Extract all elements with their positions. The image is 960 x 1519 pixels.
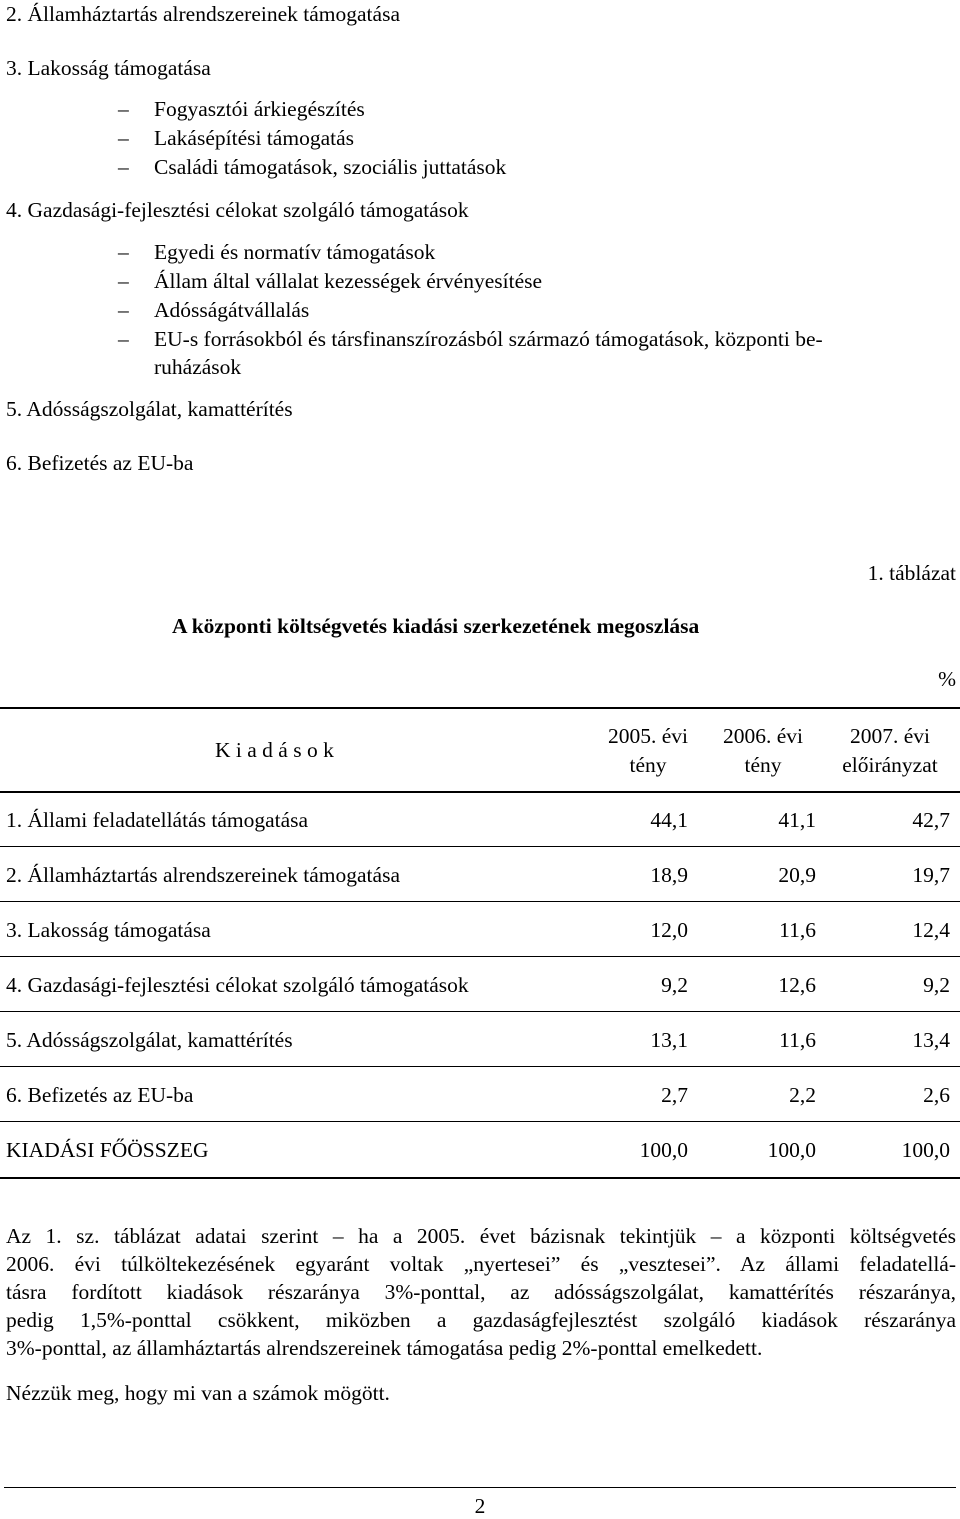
sub-item-label: Fogyasztói árkiegészítés <box>154 97 365 121</box>
column-header-line2: tény <box>744 753 782 777</box>
row-divider <box>0 1011 960 1012</box>
cell-2007: 2,6 <box>923 1083 950 1107</box>
paragraph-line: pedig 1,5%-ponttal csökkent, miközben a gazdaságfejlesztést szolgáló kiadások részaránya <box>6 1308 956 1332</box>
cell-2007: 13,4 <box>912 1028 950 1052</box>
list-item-4: 4. Gazdasági-fejlesztési célokat szolgáló támogatások <box>6 198 469 222</box>
column-header-2007 <box>815 722 960 780</box>
list-item-3: 3. Lakosság támogatása <box>6 56 211 80</box>
row-label: 6. Befizetés az EU-ba <box>6 1083 194 1107</box>
cell-2006: 100,0 <box>767 1138 816 1162</box>
column-header-line1: 2005. évi <box>607 724 689 748</box>
dash-marker: – <box>118 126 129 150</box>
column-header-line1: 2006. évi <box>722 724 804 748</box>
dash-marker: – <box>118 327 129 351</box>
table-rule-header <box>0 791 960 793</box>
table-title: A központi költségvetés kiadási szerkezetének megoszlása <box>172 614 700 638</box>
sub-item <box>118 298 310 323</box>
row-divider <box>0 1121 960 1122</box>
paragraph-line: Az 1. sz. táblázat adatai szerint – ha a 2005. évet bázisnak tekintjük – a központi költségvetés <box>6 1224 956 1248</box>
cell-2005: 13,1 <box>650 1028 688 1052</box>
cell-2005: 12,0 <box>650 918 688 942</box>
list-item-5: 5. Adósságszolgálat, kamattérítés <box>6 397 293 421</box>
sub-item-label: Állam által vállalat kezességek érvényesítése <box>154 269 543 293</box>
sub-item <box>118 269 543 294</box>
sub-item-label: Családi támogatások, szociális juttatások <box>154 155 507 179</box>
row-label: 2. Államháztartás alrendszereinek támogatása <box>6 863 400 887</box>
cell-2006: 11,6 <box>779 1028 816 1052</box>
cell-2005: 44,1 <box>650 808 688 832</box>
column-header-label: K i a d á s o k <box>215 738 334 762</box>
cell-2006: 41,1 <box>778 808 816 832</box>
cell-2007: 9,2 <box>923 973 950 997</box>
row-divider <box>0 956 960 957</box>
table-rule-bottom <box>0 1177 960 1179</box>
sub-item <box>118 97 365 122</box>
sub-item <box>118 126 354 151</box>
row-label: 3. Lakosság támogatása <box>6 918 211 942</box>
footer-rule <box>4 1487 956 1488</box>
dash-marker: – <box>118 240 129 264</box>
dash-marker: – <box>118 298 129 322</box>
cell-2006: 20,9 <box>778 863 816 887</box>
cell-2006: 11,6 <box>779 918 816 942</box>
cell-2007: 19,7 <box>912 863 950 887</box>
cell-2007: 42,7 <box>912 808 950 832</box>
sub-item-label: Adósságátvállalás <box>154 298 310 322</box>
body-paragraph <box>6 1222 956 1362</box>
body-paragraph: Nézzük meg, hogy mi van a számok mögött. <box>6 1381 390 1405</box>
page-number: 2 <box>474 1494 486 1518</box>
unit-label: % <box>938 667 956 691</box>
sub-item-continuation: ruházások <box>154 355 242 379</box>
column-header-line2: tény <box>629 753 667 777</box>
list-item-6: 6. Befizetés az EU-ba <box>6 451 194 475</box>
cell-2005: 9,2 <box>661 973 688 997</box>
cell-2006: 12,6 <box>778 973 816 997</box>
paragraph-line: tásra fordított kiadások részaránya 3%-ponttal, az adósságszolgálat, kamattérítés részaránya, <box>6 1280 956 1304</box>
row-divider <box>0 846 960 847</box>
list-item-2: 2. Államháztartás alrendszereinek támogatása <box>6 2 400 26</box>
table-number-label: 1. táblázat <box>867 561 956 585</box>
cell-2005: 18,9 <box>650 863 688 887</box>
dash-marker: – <box>118 155 129 179</box>
paragraph-line: 2006. évi túlköltekezésének egyaránt voltak „nyertesei” és „vesztesei”. Az állami feladatellá- <box>6 1252 956 1276</box>
table-rule-top <box>0 707 960 709</box>
cell-2007: 12,4 <box>912 918 950 942</box>
dash-marker: – <box>118 269 129 293</box>
row-label: KIADÁSI FŐÖSSZEG <box>6 1138 209 1162</box>
cell-2006: 2,2 <box>789 1083 816 1107</box>
sub-item <box>118 155 507 180</box>
row-divider <box>0 1066 960 1067</box>
sub-item-label: EU-s forrásokból és társfinanszírozásból származó támogatások, központi be- <box>154 327 823 351</box>
column-header-line1: 2007. évi <box>849 724 931 748</box>
column-header-line2: előirányzat <box>842 753 938 777</box>
sub-item-label: Egyedi és normatív támogatások <box>154 240 436 264</box>
row-label: 1. Állami feladatellátás támogatása <box>6 808 309 832</box>
sub-item-label: Lakásépítési támogatás <box>154 126 354 150</box>
row-divider <box>0 901 960 902</box>
cell-2005: 2,7 <box>661 1083 688 1107</box>
row-label: 5. Adósságszolgálat, kamattérítés <box>6 1028 293 1052</box>
cell-2007: 100,0 <box>901 1138 950 1162</box>
dash-marker: – <box>118 97 129 121</box>
sub-item <box>118 240 436 265</box>
sub-item <box>118 327 823 352</box>
paragraph-line: 3%-ponttal, az államháztartás alrendszereinek támogatása pedig 2%-ponttal emelkedett. <box>6 1336 763 1360</box>
row-label: 4. Gazdasági-fejlesztési célokat szolgáló támogatások <box>6 973 469 997</box>
cell-2005: 100,0 <box>639 1138 688 1162</box>
